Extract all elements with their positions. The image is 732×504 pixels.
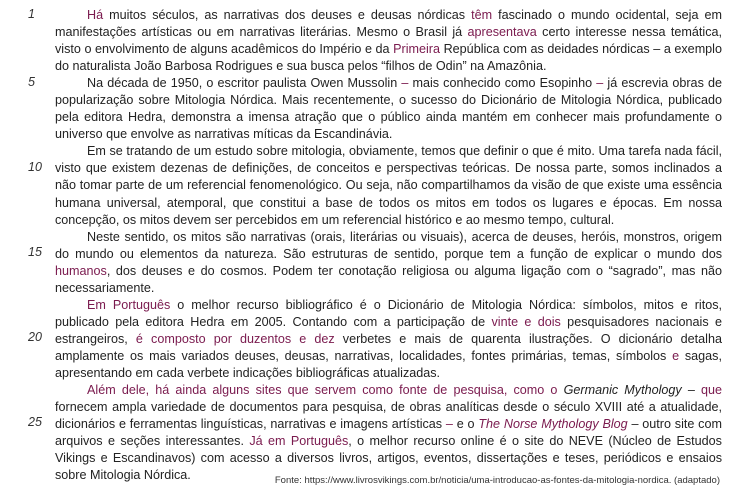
- text-run: e o: [452, 417, 479, 432]
- highlighted-text: Há: [87, 8, 104, 22]
- text-run: –: [681, 383, 701, 398]
- highlighted-text: apresentava: [467, 25, 537, 40]
- text-run: Em se tratando de um estudo sobre mitologia, obviamente, temos que definir o que é mito. Uma tarefa nada fácil, visto que existem dezenas de definições, de conceitos e perspectivas teóricas. De nossa parte, somos inclinados a não tomar parte de um referencial fenomenológico. Ou seja, não compartilhamos da visão de que existe uma essência humana universal, atemporal, que constitui a base de todos os mitos em todos os lugares e épocas. Em nossa concepção, os mitos devem ser percebidos em um referencial histórico e ao mesmo tempo, cultural.: [55, 144, 722, 227]
- paragraph: [55, 297, 722, 382]
- highlighted-text: Primeira: [393, 42, 441, 57]
- paragraph: [55, 75, 722, 143]
- text-run: fornecem ampla variedade de documentos para pesquisa, de obras analíticas desde o século XVIII até a atualidade, dicionários e ferramentas linguísticas, narrativas e imagens artísticas: [55, 400, 722, 432]
- line-number: 1: [28, 7, 35, 21]
- text-run: Germanic Mythology: [563, 383, 682, 398]
- article-text: [55, 7, 722, 484]
- highlighted-text: e: [672, 348, 680, 363]
- highlighted-text: que: [700, 383, 722, 398]
- text-run: fascinado o mundo ocidental, seja em manifestações artísticas ou em narrativas literárias. Mesmo o Brasil já: [55, 8, 722, 40]
- text-run: o melhor recurso bibliográfico é o Dicionário de Mitologia Nórdica: símbolos, mitos e ritos, publicado pela editora Hedra em 2005. Contando com a participação de: [55, 297, 722, 329]
- text-run: República com as deidades nórdicas – a exemplo do naturalista João Barbosa Rodrigues e sua busca pelos “filhos de Odin” na Amazônia.: [55, 42, 722, 74]
- highlighted-text: humanos: [55, 263, 107, 278]
- text-run: – outro site com arquivos e seções interessantes.: [55, 417, 722, 449]
- highlighted-text: têm: [471, 8, 493, 22]
- line-number: 15: [28, 245, 42, 259]
- line-number: 25: [28, 415, 42, 429]
- highlighted-text: –: [596, 76, 604, 91]
- highlighted-text: –: [401, 76, 409, 91]
- highlighted-text: é composto por duzentos e dez: [135, 331, 335, 346]
- paragraph: [55, 143, 722, 228]
- highlighted-text: Em Português: [87, 297, 171, 312]
- text-run: Na década de 1950, o escritor paulista Owen Mussolin: [87, 76, 402, 91]
- text-run: muitos séculos, as narrativas dos deuses e deusas nórdicas: [103, 8, 472, 22]
- text-run: , dos deuses e do cosmos. Podem ter conotação religiosa ou alguma ligação com o “sagrado”, mas não necessariamente.: [55, 263, 722, 295]
- paragraph: [55, 229, 722, 297]
- text-run: Neste sentido, os mitos são narrativas (orais, literárias ou visuais), acerca de deuses, heróis, monstros, origem do mundo ou elementos da natureza. São estruturas de sentido, porque tem a função de explicar o mundo dos: [55, 229, 722, 261]
- highlighted-text: Já em Português: [249, 434, 349, 449]
- text-run: já escrevia obras de popularização sobre Mitologia Nórdica. Mais recentemente, o sucesso do Dicionário de Mitologia Nórdica, publicado pela editora Hedra, demonstra a imensa atração que o público ainda mantém em conhecer mais profundamente o universo que envolve as narrativas míticas da Escandinávia.: [55, 76, 722, 142]
- paragraph: [55, 382, 722, 484]
- text-run: sagas, apresentando em cada verbete indicações bibliográficas atualizadas.: [55, 348, 722, 380]
- text-run: pesquisadores nacionais e estrangeiros,: [55, 314, 722, 346]
- highlighted-text: vinte e dois: [491, 314, 561, 329]
- line-number: 20: [28, 330, 42, 344]
- text-run: , o melhor recurso online é o site do NEVE (Núcleo de Estudos Vikings e Escandinavos) com acesso a diversos livros, artigos, eventos, dissertações e teses, periódicos e ensaios sobre Mitologia Nórdica.: [55, 434, 722, 483]
- paragraph: [55, 7, 722, 75]
- highlighted-text: –: [445, 417, 453, 432]
- highlighted-text: The Norse Mythology Blog: [478, 417, 628, 432]
- text-run: certo interesse nessa temática, visto o envolvimento de alguns acadêmicos do Império e da: [55, 25, 723, 57]
- text-run: mais conhecido como Esopinho: [408, 76, 597, 91]
- text-run: verbetes e mais de quarenta ilustrações. O dicionário detalha amplamente os mais variados deuses, deusas, narrativas, localidades, fontes primárias, temas, símbolos: [55, 331, 722, 363]
- line-number: 10: [28, 160, 42, 174]
- highlighted-text: Além dele, há ainda alguns sites que servem como fonte de pesquisa, como o: [87, 383, 564, 398]
- source-citation: Fonte: https://www.livrosvikings.com.br/noticia/uma-introducao-as-fontes-da-mitologia-nordica. (adaptado): [274, 475, 720, 486]
- line-number: 5: [28, 75, 35, 89]
